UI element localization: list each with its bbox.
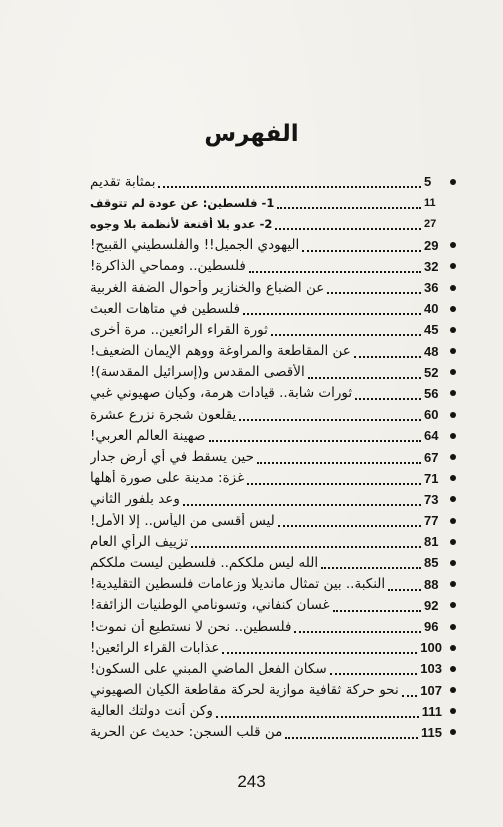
toc-entry (90, 616, 442, 637)
toc-entry-page: 73 (424, 491, 439, 507)
toc-entry-title: فلسطين في متاهات العبث (90, 300, 241, 317)
bullet-icon (450, 475, 456, 481)
toc-entry-title: عن الضباع والخنازير وأحوال الضفة الغربية (90, 279, 325, 296)
dot-leader (222, 639, 417, 654)
toc-entry (90, 383, 442, 404)
toc-entry-page: 48 (424, 343, 439, 359)
toc-entry-page: 115 (421, 724, 442, 740)
toc-entry-title: تزييف الرأي العام (90, 533, 189, 550)
dot-leader (355, 385, 421, 400)
dot-leader (271, 321, 421, 336)
toc-entry-title: النكبة.. بين تمثال مانديلا وزعامات فلسطين التقليدية! (90, 576, 386, 593)
toc-entry (90, 298, 442, 319)
bullet-icon (450, 539, 456, 545)
bullet-icon (450, 285, 456, 291)
dot-leader (278, 512, 421, 527)
bullet-icon (450, 729, 456, 735)
toc-entry-page: 71 (424, 470, 439, 486)
dot-leader (183, 491, 421, 506)
toc-entry-title: اليهودي الجميل!! والفلسطيني القبيح! (90, 237, 300, 254)
toc-entry (90, 552, 442, 573)
toc-entry-title: ثورة القراء الرائعين.. مرة أخرى (90, 321, 268, 338)
toc-entry-title: حين يسقط في أي أرض جدار (90, 449, 254, 466)
toc-entry-page: 111 (421, 703, 442, 719)
page-number: 243 (237, 772, 266, 791)
dot-leader (308, 364, 421, 379)
bullet-icon (450, 581, 456, 587)
dot-leader (247, 470, 421, 485)
dot-leader (275, 215, 421, 230)
table-of-contents (90, 171, 442, 743)
toc-entry-title: فلسطين.. ومماحي الذاكرة! (90, 258, 246, 275)
toc-entry (90, 277, 442, 298)
toc-entry (90, 701, 442, 722)
toc-entry-page: 88 (424, 576, 439, 592)
toc-entry (90, 256, 442, 277)
toc-entry (90, 680, 442, 701)
toc-entry-title: 1- فلسطين: عن عودة لم تتوقف (90, 195, 275, 210)
toc-entry-page: 40 (424, 301, 439, 317)
dot-leader (216, 703, 419, 718)
toc-entry (90, 658, 442, 679)
toc-entry (90, 341, 442, 362)
toc-entry-title: بمثابة تقديم (90, 173, 156, 190)
toc-entry-page: 96 (424, 619, 439, 635)
toc-entry-page: 29 (424, 237, 439, 253)
toc-entry-page: 32 (424, 258, 439, 274)
toc-entry (90, 722, 442, 743)
toc-entry (90, 404, 442, 425)
toc-entry (90, 362, 442, 383)
dot-leader (249, 258, 421, 273)
toc-entry-title: 2- عدو بلا أقنعة لأنظمة بلا وجوه (90, 216, 273, 231)
toc-entry-title: الله ليس ملككم.. فلسطين ليست ملككم (90, 554, 319, 571)
bullet-icon (450, 369, 456, 375)
toc-entry-page: 36 (424, 280, 439, 296)
toc-entry-title: ثورات شابة.. قيادات هرمة، وكيان صهيوني غبي (90, 385, 353, 402)
toc-entry (90, 319, 442, 340)
toc-entry-page: 103 (420, 661, 442, 677)
toc-entry-title: فلسطين.. نحن لا نستطيع أن نموت! (90, 618, 292, 635)
toc-entry-title: الأقصى المقدس و(إسرائيل المقدسة)! (90, 364, 305, 381)
toc-entry-page: 52 (424, 364, 439, 380)
toc-entry-title: عذابات القراء الرائعين! (90, 639, 220, 656)
toc-entry (90, 595, 442, 616)
toc-entry-title: وكن أنت دولتك العالية (90, 703, 213, 720)
bullet-icon (450, 390, 456, 396)
dot-leader (354, 343, 421, 358)
toc-entry-title: سكان الفعل الماضي المبني على السكون! (90, 660, 327, 677)
toc-entry-title: وعد بلفور الثاني (90, 491, 180, 508)
bullet-icon (450, 412, 456, 418)
dot-leader (327, 279, 421, 294)
dot-leader (277, 194, 421, 209)
toc-entry-page: 85 (424, 555, 439, 571)
bullet-icon (450, 179, 456, 185)
bullet-icon (450, 518, 456, 524)
bullet-icon (450, 433, 456, 439)
dot-leader (330, 660, 418, 675)
toc-entry (90, 425, 442, 446)
toc-entry-page: 45 (424, 322, 439, 338)
bullet-icon (450, 666, 456, 672)
dot-leader (388, 576, 421, 591)
bullet-icon (450, 687, 456, 693)
bullet-icon (450, 560, 456, 566)
bullet-icon (450, 348, 456, 354)
toc-entry-page: 81 (424, 534, 439, 550)
dot-leader (191, 533, 421, 548)
toc-entry (90, 235, 442, 256)
bullet-icon (450, 645, 456, 651)
dot-leader (257, 449, 421, 464)
bullet-icon (450, 708, 456, 714)
toc-entry (90, 192, 442, 213)
toc-entry (90, 489, 442, 510)
dot-leader (302, 237, 421, 252)
dot-leader (158, 173, 421, 188)
toc-entry-title: غزة: مدينة على صورة أهلها (90, 470, 245, 487)
bullet-icon (450, 306, 456, 312)
page-title: الفهرس (204, 121, 299, 147)
toc-entry-title: عن المقاطعة والمراوغة ووهم الإيمان الضعيف! (90, 343, 351, 360)
bullet-icon (450, 263, 456, 269)
toc-entry-page: 92 (424, 597, 439, 613)
toc-entry (90, 446, 442, 467)
toc-entry (90, 468, 442, 489)
toc-entry-page: 77 (424, 513, 439, 529)
toc-entry-page: 64 (424, 428, 439, 444)
dot-leader (294, 618, 421, 633)
toc-entry-page: 56 (424, 385, 439, 401)
bullet-icon (450, 624, 456, 630)
toc-entry (90, 531, 442, 552)
toc-entry-page: 67 (424, 449, 439, 465)
toc-entry (90, 171, 442, 192)
bullet-icon (450, 496, 456, 502)
toc-entry-page: 5 (424, 174, 432, 190)
dot-leader (243, 300, 421, 315)
toc-entry-title: صهينة العالم العربي! (90, 427, 206, 444)
dot-leader (239, 406, 421, 421)
toc-entry-page: 11 (424, 196, 436, 209)
bullet-icon (450, 242, 456, 248)
dot-leader (285, 724, 418, 739)
dot-leader (333, 597, 421, 612)
bullet-icon (450, 602, 456, 608)
bullet-icon (450, 454, 456, 460)
toc-entry (90, 510, 442, 531)
toc-entry-title: من قلب السجن: حديث عن الحرية (90, 724, 283, 741)
toc-entry-title: غسان كنفاني، وتسونامي الوطنيات الزائفة! (90, 597, 330, 614)
toc-entry-page: 100 (420, 640, 442, 656)
toc-entry (90, 574, 442, 595)
toc-entry-page: 107 (420, 682, 442, 698)
toc-entry (90, 637, 442, 658)
toc-entry-title: ليس أقسى من اليأس.. إلا الأمل! (90, 512, 275, 529)
bullet-icon (450, 327, 456, 333)
toc-entry-page: 60 (424, 407, 439, 423)
dot-leader (402, 682, 418, 697)
toc-entry (90, 213, 442, 234)
toc-entry-title: يقلعون شجرة نزرع عشرة (90, 406, 237, 423)
dot-leader (209, 427, 422, 442)
toc-entry-page: 27 (424, 217, 437, 230)
dot-leader (321, 554, 421, 569)
toc-entry-title: نحو حركة ثقافية موازية لحركة مقاطعة الكيان الصهيوني (90, 682, 399, 699)
